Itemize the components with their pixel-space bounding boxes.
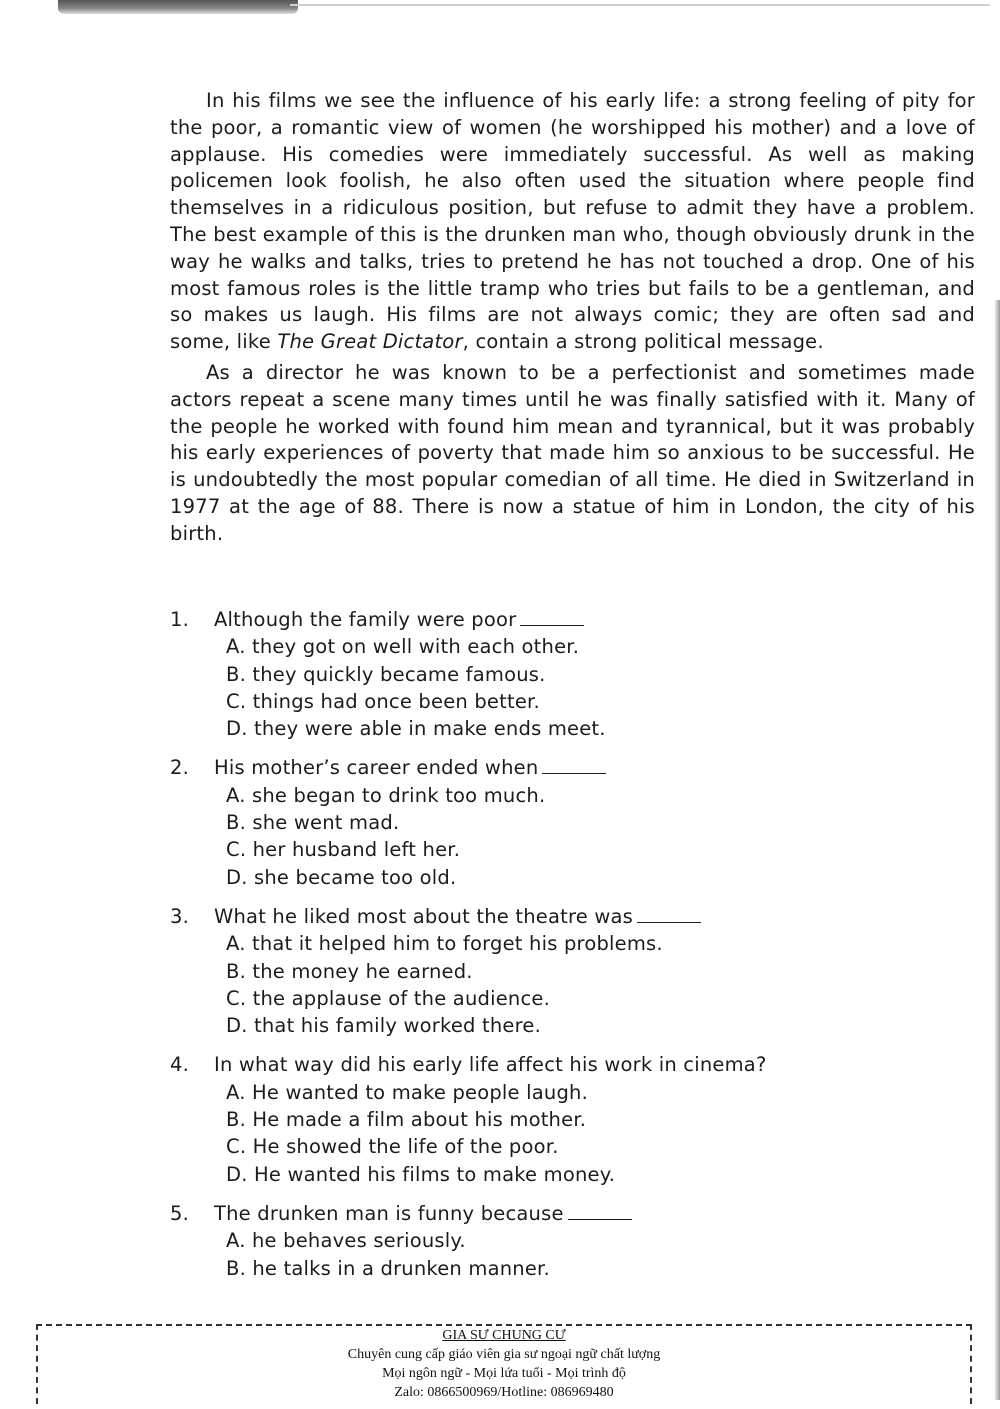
question-3 xyxy=(170,903,970,1039)
option-b[interactable]: B. He made a film about his mother. xyxy=(226,1108,587,1132)
footer-contact: Zalo: 0866500969/Hotline: 086969480 xyxy=(394,1385,614,1400)
option-a[interactable]: A. He wanted to make people laugh. xyxy=(226,1080,588,1104)
question-text: What he liked most about the theatre was xyxy=(214,904,634,928)
option-b[interactable]: B. they quickly became famous. xyxy=(226,662,546,686)
question-stem xyxy=(170,606,970,633)
footer-box xyxy=(36,1324,972,1404)
question-text: In what way did his early life affect his work in cinema? xyxy=(214,1053,767,1077)
answer-blank xyxy=(637,904,701,923)
question-5 xyxy=(170,1200,970,1282)
question-list xyxy=(170,606,970,1294)
question-stem xyxy=(170,754,970,781)
option-d[interactable]: D. He wanted his films to make money. xyxy=(226,1162,616,1186)
option-d[interactable]: D. they were able in make ends meet. xyxy=(226,717,606,741)
question-number: 3. xyxy=(170,904,190,928)
paragraph-1-end: , contain a strong political message. xyxy=(462,330,824,354)
option-d[interactable]: D. she became too old. xyxy=(226,865,457,889)
footer-line-1: Chuyên cung cấp giáo viên gia sư ngoại ngữ chất lượng xyxy=(347,1347,661,1362)
option-a[interactable]: A. they got on well with each other. xyxy=(226,635,580,659)
answer-blank xyxy=(520,607,584,626)
reading-passage xyxy=(170,88,975,548)
option-c[interactable]: C. her husband left her. xyxy=(226,838,461,862)
question-stem xyxy=(170,1200,970,1227)
question-number: 4. xyxy=(170,1053,190,1077)
question-4 xyxy=(170,1051,970,1187)
option-b[interactable]: B. the money he earned. xyxy=(226,959,473,983)
question-text: The drunken man is funny because xyxy=(214,1201,564,1225)
footer-line-2: Mọi ngôn ngữ - Mọi lứa tuổi - Mọi trình độ xyxy=(382,1366,626,1381)
paragraph-1-text: In his films we see the influence of his early life: a strong feeling of pity for the poor, a romantic view of women (he worshipped his mother) and a love of applause. His comedies were immediately successful. As well as making policemen look foolish, he also often used the situation where people find themselves in a ridiculous position, but refuse to admit they have a problem. The best example of this is the drunken man who, though obviously drunk in the way he walks and talks, tries to pretend he has not touched a drop. One of his most famous roles is the little tramp who tries but fails to be a gentleman, and so makes us laugh. His films are not always comic; they are often sad and some, like xyxy=(170,89,975,354)
option-c[interactable]: C. things had once been better. xyxy=(226,689,540,713)
question-2 xyxy=(170,754,970,890)
option-d[interactable]: D. that his family worked there. xyxy=(226,1014,541,1038)
question-stem xyxy=(170,903,970,930)
question-text: His mother’s career ended when xyxy=(214,756,539,780)
question-number: 2. xyxy=(170,756,190,780)
question-1 xyxy=(170,606,970,742)
film-title: The Great Dictator xyxy=(277,330,463,354)
footer-title: GIA SƯ CHUNG CƯ xyxy=(442,1328,566,1343)
scan-shadow xyxy=(58,0,298,14)
option-b[interactable]: B. he talks in a drunken manner. xyxy=(226,1256,550,1280)
scan-right-edge xyxy=(994,300,1000,1400)
question-text: Although the family were poor xyxy=(214,608,517,631)
paragraph-2: As a director he was known to be a perfectionist and sometimes made actors repeat a scene many times until he was finally satisfied with it. Many of the people he worked with found him mean and tyrannical, but it was probably his early experiences of poverty that made him so anxious to be successful. He is undoubtedly the most popular comedian of all time. He died in Switzerland in 1977 at the age of 88. There is now a statue of him in London, the city of his birth. xyxy=(170,360,975,545)
question-number: 1. xyxy=(170,608,190,631)
paragraph-1 xyxy=(170,88,975,356)
question-number: 5. xyxy=(170,1201,190,1225)
answer-blank xyxy=(542,755,606,774)
answer-blank xyxy=(568,1201,632,1220)
question-stem xyxy=(170,1051,970,1078)
option-c[interactable]: C. the applause of the audience. xyxy=(226,986,550,1010)
option-c[interactable]: C. He showed the life of the poor. xyxy=(226,1135,559,1159)
option-b[interactable]: B. she went mad. xyxy=(226,811,400,835)
option-a[interactable]: A. that it helped him to forget his problems. xyxy=(226,932,663,956)
scan-edge-line xyxy=(290,4,990,6)
option-a[interactable]: A. she began to drink too much. xyxy=(226,783,546,807)
option-a[interactable]: A. he behaves seriously. xyxy=(226,1229,466,1253)
